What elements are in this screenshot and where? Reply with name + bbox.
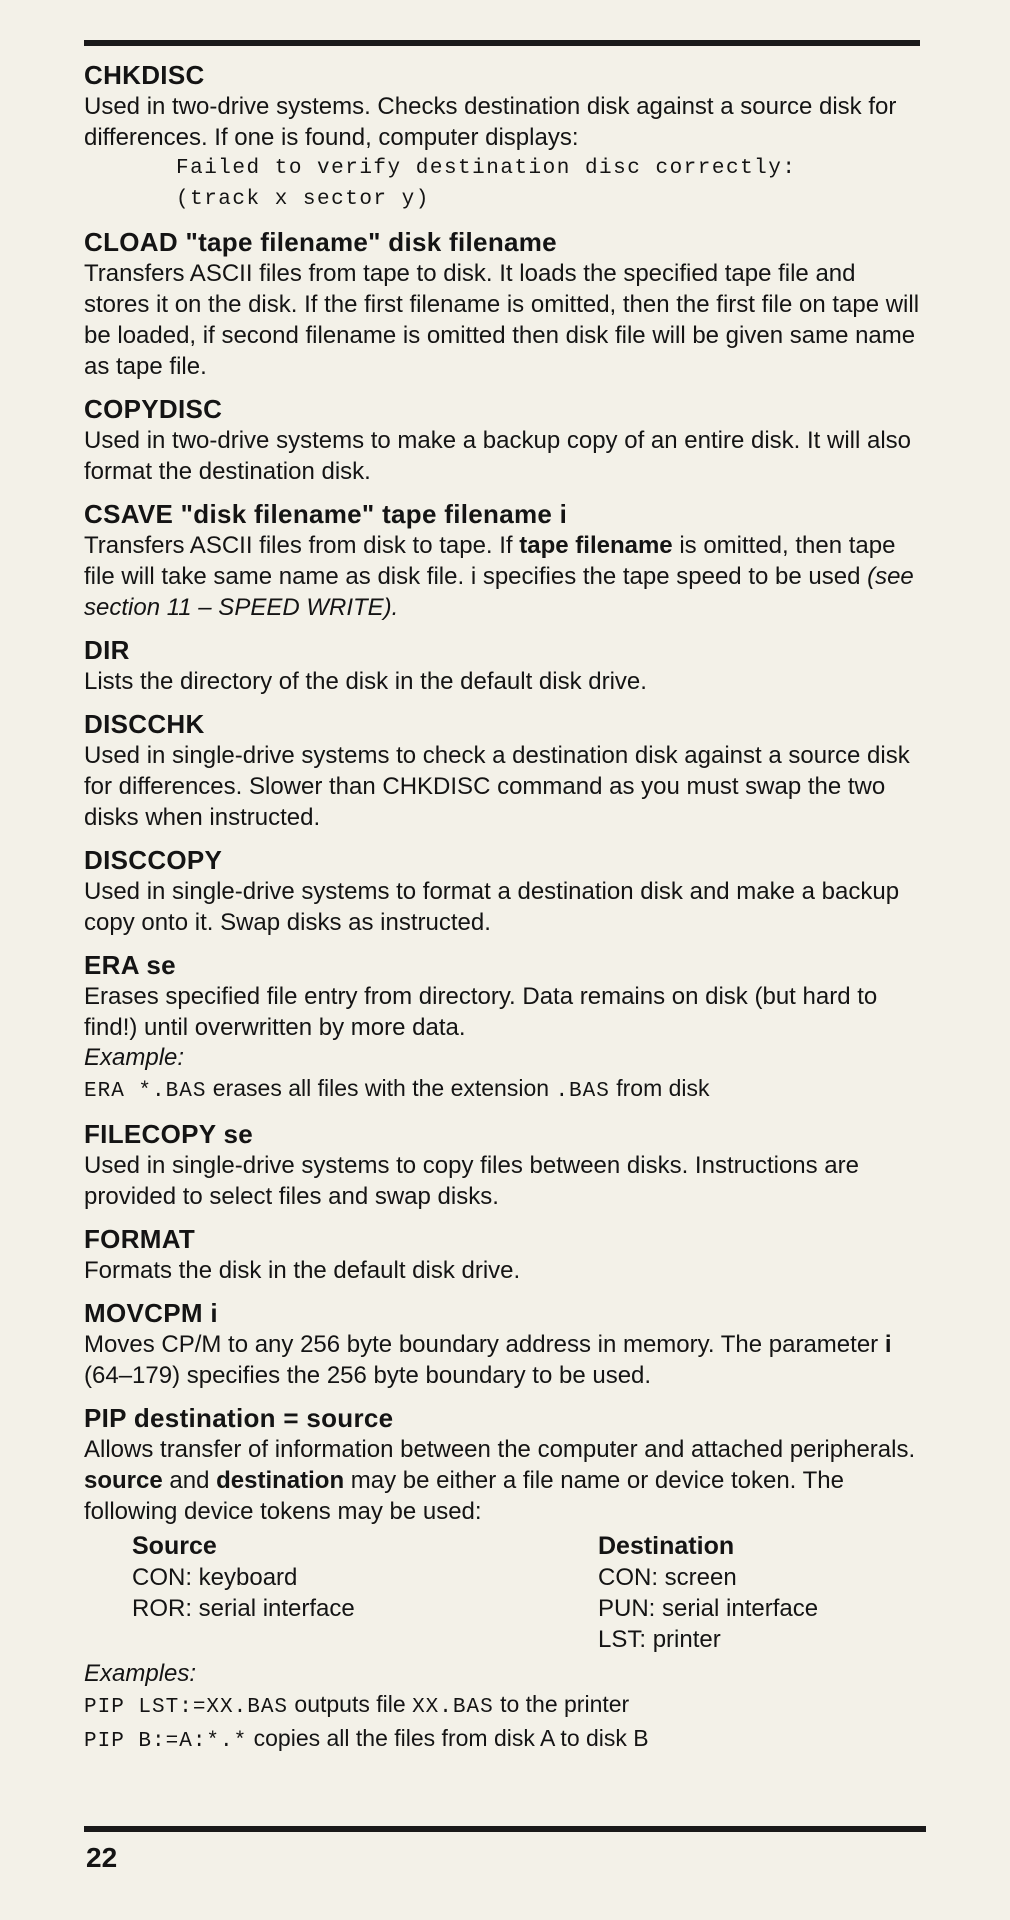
command-description: Lists the directory of the disk in the default disk drive. — [84, 668, 647, 695]
example-text: copies all the files from disk A to disk B — [247, 1725, 649, 1751]
command-title: CLOAD "tape filename" disk filename — [84, 227, 557, 257]
command-description: Used in two-drive systems. Checks destination disk against a source disk for differences. If one is found, computer displays: — [84, 93, 897, 151]
command-title: MOVCPM i — [84, 1298, 218, 1328]
example-code: PIP LST:=XX.BAS — [84, 1696, 289, 1719]
entry-era — [84, 950, 924, 1107]
example-code: PIP B:=A:*.* — [84, 1730, 248, 1753]
example-text: to the printer — [493, 1691, 630, 1717]
desc-text: Allows transfer of information between the computer and attached peripherals. — [84, 1436, 916, 1463]
command-description: Formats the disk in the default disk drive. — [84, 1257, 521, 1284]
column-heading: Destination — [598, 1532, 735, 1560]
command-description: Transfers ASCII files from tape to disk. It loads the specified tape file and stores it on the disk. If the first filename is omitted, then the first file on tape will be loaded, if second filename is omitted then disk file will be given same name as tape file. — [84, 260, 920, 380]
command-description — [84, 1434, 924, 1527]
example-code: ERA *.BAS — [84, 1080, 207, 1103]
desc-text: (64–179) specifies the 256 byte boundary to be used. — [84, 1362, 652, 1389]
entry-dir — [84, 635, 924, 697]
entry-chkdisc — [84, 60, 924, 215]
command-description — [84, 530, 924, 623]
example-line — [84, 1723, 924, 1757]
command-list — [84, 60, 924, 1769]
entry-pip — [84, 1403, 924, 1757]
example-text: erases all files with the extension — [206, 1075, 556, 1101]
command-title: ERA se — [84, 950, 176, 980]
code-line: (track x sector y) — [176, 188, 430, 211]
desc-bold: source — [84, 1467, 163, 1494]
entry-copydisc — [84, 394, 924, 487]
code-line: Failed to verify destination disc correctly: — [176, 157, 797, 180]
entry-movcpm — [84, 1298, 924, 1391]
example-code: .BAS — [555, 1080, 610, 1103]
desc-bold: i — [884, 1331, 892, 1358]
token-item: ROR: serial interface — [132, 1595, 355, 1622]
command-title: DISCCOPY — [84, 845, 223, 875]
device-token-table — [84, 1531, 924, 1655]
entry-discchk — [84, 709, 924, 833]
entry-csave — [84, 499, 924, 623]
entry-format — [84, 1224, 924, 1286]
command-title: CHKDISC — [84, 60, 205, 90]
example-text: outputs file — [288, 1691, 413, 1717]
command-description: Used in single-drive systems to copy files between disks. Instructions are provided to select files and swap disks. — [84, 1152, 859, 1210]
example-label: Example: — [84, 1044, 185, 1071]
top-rule — [84, 40, 920, 46]
example-line — [84, 1689, 924, 1723]
entry-disccopy — [84, 845, 924, 938]
example-text: from disk — [609, 1075, 710, 1101]
column-heading: Source — [132, 1532, 217, 1560]
command-title: DIR — [84, 635, 130, 665]
command-title: PIP destination = source — [84, 1403, 394, 1433]
command-title: COPYDISC — [84, 394, 223, 424]
command-description: Used in two-drive systems to make a backup copy of an entire disk. It will also format the destination disk. — [84, 427, 912, 485]
page-number: 22 — [86, 1842, 118, 1873]
desc-text: is omitted, then tape file will take same name as disk file. i specifies the tape speed to be used — [84, 532, 896, 590]
desc-bold: destination — [216, 1467, 345, 1494]
entry-filecopy — [84, 1119, 924, 1212]
command-description: Erases specified file entry from directory. Data remains on disk (but hard to find!) until overwritten by more data. — [84, 983, 878, 1041]
desc-text: and — [162, 1467, 217, 1494]
token-item: PUN: serial interface — [598, 1595, 819, 1622]
desc-text: Transfers ASCII files from disk to tape. If — [84, 532, 520, 559]
destination-column — [598, 1531, 818, 1655]
example-code: XX.BAS — [412, 1696, 494, 1719]
command-description — [84, 1329, 924, 1391]
command-description: Used in single-drive systems to format a destination disk and make a backup copy onto it. Swap disks as instructed. — [84, 878, 900, 936]
example-line — [84, 1073, 924, 1107]
token-item: LST: printer — [598, 1626, 721, 1653]
desc-text: may be either a file name or device token. The following device tokens may be used: — [84, 1467, 844, 1525]
desc-bold: tape filename — [519, 532, 673, 559]
token-item: CON: keyboard — [132, 1564, 298, 1591]
bottom-rule — [84, 1826, 926, 1832]
command-description: Used in single-drive systems to check a destination disk against a source disk for differences. Slower than CHKDISC command as you must swap the two disks when instructed. — [84, 742, 910, 831]
command-title: FILECOPY se — [84, 1119, 253, 1149]
entry-cload — [84, 227, 924, 382]
command-title: CSAVE "disk filename" tape filename i — [84, 499, 568, 529]
examples-label: Examples: — [84, 1660, 197, 1687]
desc-text: Moves CP/M to any 256 byte boundary address in memory. The parameter — [84, 1331, 885, 1358]
token-item: CON: screen — [598, 1564, 737, 1591]
command-title: DISCCHK — [84, 709, 205, 739]
command-title: FORMAT — [84, 1224, 196, 1254]
source-column — [132, 1531, 598, 1655]
section-reference: (see section 11 – SPEED WRITE). — [84, 563, 914, 621]
